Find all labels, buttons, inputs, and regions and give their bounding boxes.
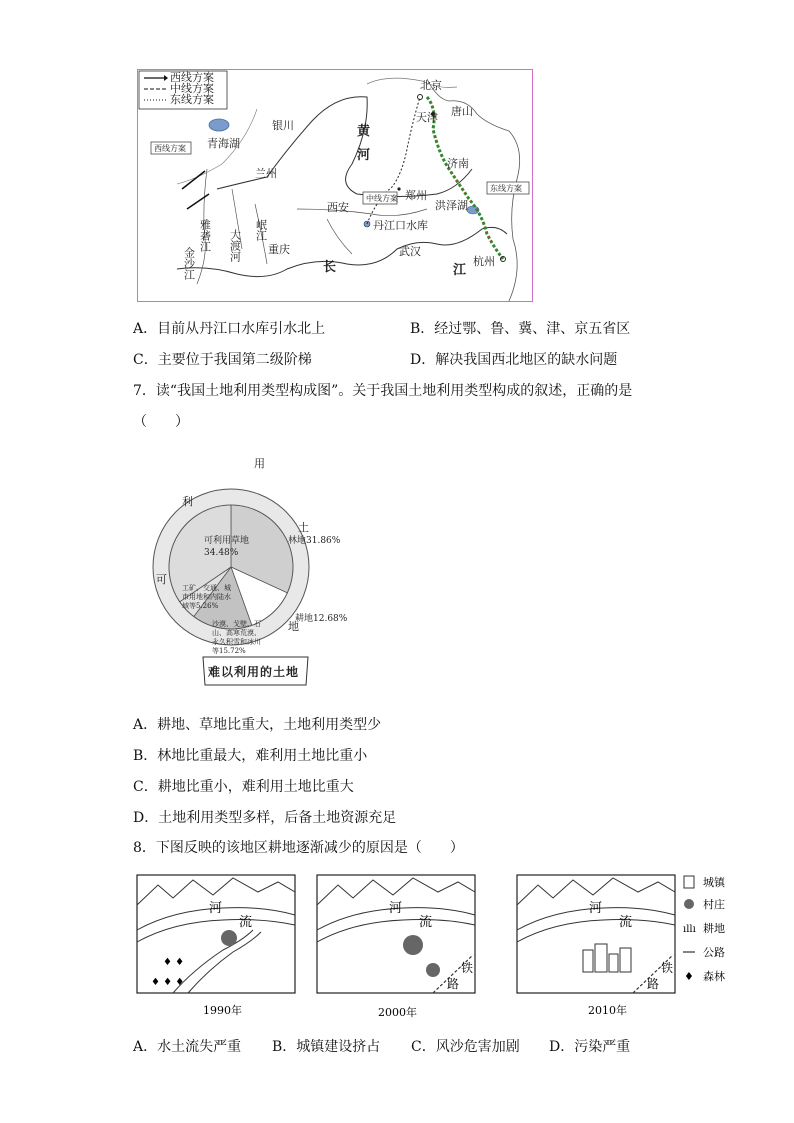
desert-label-2: 山、高寒荒漠、 (212, 629, 261, 637)
svg-text:村庄: 村庄 (703, 898, 725, 911)
label-yalong: 雅砻江 (198, 219, 212, 252)
q8-option-d[interactable]: D．污染严重 (549, 1039, 631, 1055)
label-danjiangkou: 丹江口水库 (373, 219, 428, 232)
q7-option-a[interactable]: A．耕地、草地比重大，土地利用类型少 (133, 717, 382, 733)
label-tangshan: 唐山 (451, 105, 473, 118)
label-dadu: 大渡河 (228, 229, 242, 262)
west-route-box (151, 142, 191, 154)
legend-east: 东线方案 (170, 93, 214, 106)
forest-icon: ♦ (684, 970, 694, 983)
svg-text:流: 流 (239, 915, 253, 930)
svg-text:流: 流 (419, 915, 433, 930)
label-xian: 西安 (327, 201, 349, 214)
farmland-icon: ıllı (683, 924, 696, 935)
label-min: 岷江 (254, 219, 268, 241)
ring-char-tu: 土 (298, 521, 309, 534)
label-he: 河 (357, 148, 371, 163)
arable-label: 耕地12.68% (295, 614, 348, 624)
svg-text:♦ ♦ ♦: ♦ ♦ ♦ (151, 977, 185, 988)
q7-option-b[interactable]: B．林地比重最大，难利用土地比重小 (133, 748, 368, 764)
svg-text:森林: 森林 (703, 970, 725, 983)
q7-option-d[interactable]: D．土地利用类型多样，后备土地资源充足 (133, 810, 397, 826)
ring-char-di: 地 (288, 620, 299, 633)
label-chang: 长 (323, 260, 337, 275)
q7-answer-paren: （ ） (133, 414, 189, 430)
east-route-box (487, 182, 529, 194)
label-yinchuan: 银川 (272, 119, 294, 132)
land-change-panels (133, 870, 733, 1020)
q8-legend (683, 875, 726, 983)
panel-2010 (517, 875, 675, 993)
q6-option-d[interactable]: D．解决我国西北地区的缺水问题 (410, 352, 618, 368)
label-jinsha: 金沙江 (182, 247, 196, 280)
urban-label-2: 市用地和内陆水 (182, 593, 231, 601)
desert-label-4: 等15.72% (212, 647, 246, 655)
urban-label-1: 工矿、交通、城 (182, 584, 231, 592)
q8-option-b[interactable]: B．城镇建设挤占 (272, 1039, 381, 1055)
svg-text:铁: 铁 (661, 961, 674, 975)
grass-label-2: 34.48% (204, 548, 239, 558)
year-1990: 1990年 (203, 1004, 242, 1017)
svg-text:路: 路 (647, 977, 660, 991)
svg-text:路: 路 (447, 977, 460, 991)
label-hongze: 洪泽湖 (435, 199, 468, 212)
svg-text:西线方案: 西线方案 (154, 144, 186, 153)
q6-option-a[interactable]: A．目前从丹江口水库引水北上 (133, 321, 326, 337)
label-huang: 黄 (357, 124, 371, 139)
year-2010: 2010年 (588, 1004, 627, 1017)
forest-label: 林地31.86% (288, 536, 341, 546)
desert-label-1: 沙漠、戈壁、石 (212, 620, 261, 628)
label-zhengzhou: 郑州 (405, 189, 427, 202)
label-jinan: 济南 (447, 157, 469, 170)
q8-option-a[interactable]: A．水土流失严重 (133, 1039, 242, 1055)
panel-1990 (137, 875, 295, 993)
urban-label-3: 域等5.26% (182, 602, 219, 610)
label-jiang: 江 (453, 263, 467, 278)
ring-bottom-label: 难以利用的土地 (208, 665, 300, 679)
q7-stem: 7．读“我国土地利用类型构成图”。关于我国土地利用类型构成的叙述，正确的是 (133, 383, 633, 399)
q8-option-c[interactable]: C．风沙危害加剧 (411, 1039, 520, 1055)
label-beijing: 北京 (420, 79, 442, 92)
map-legend (139, 70, 227, 109)
svg-text:铁: 铁 (461, 961, 474, 975)
label-wuhan: 武汉 (399, 245, 421, 258)
middle-route-box (363, 192, 398, 204)
ring-char-yong: 用 (254, 457, 265, 470)
q6-option-b[interactable]: B．经过鄂、鲁、冀、津、京五省区 (410, 321, 631, 337)
svg-text:流: 流 (619, 915, 633, 930)
q7-option-c[interactable]: C．耕地比重小，难利用土地比重大 (133, 779, 354, 795)
land-use-pie-chart (148, 445, 348, 690)
desert-label-3: 永久积雪和冰川 (212, 638, 261, 646)
svg-text:♦ ♦: ♦ ♦ (163, 957, 185, 968)
village-icon (684, 899, 694, 909)
town-icon (684, 876, 694, 888)
svg-text:中线方案: 中线方案 (366, 194, 398, 203)
svg-text:城镇: 城镇 (703, 876, 725, 889)
label-lanzhou: 兰州 (255, 167, 277, 180)
svg-text:耕地: 耕地 (703, 922, 725, 935)
panel-2000 (317, 875, 475, 993)
label-qinghai: 青海湖 (207, 137, 240, 150)
q6-option-c[interactable]: C．主要位于我国第二级阶梯 (133, 352, 312, 368)
ring-char-li: 利 (182, 495, 193, 508)
year-2000: 2000年 (378, 1006, 417, 1019)
pie-slices (169, 505, 293, 629)
legend-west: 西线方案 (170, 71, 214, 84)
grass-label-1: 可利用草地 (204, 536, 250, 546)
legend-middle: 中线方案 (170, 82, 214, 95)
svg-text:河: 河 (209, 901, 223, 916)
svg-text:河: 河 (389, 901, 403, 916)
ring-char-ke: 可 (156, 573, 167, 586)
svg-text:河: 河 (589, 901, 603, 916)
label-tianjin: 天津 (416, 111, 438, 124)
svg-text:公路: 公路 (703, 946, 725, 959)
q8-stem: 8．下图反映的该地区耕地逐渐减少的原因是（ ） (133, 840, 464, 856)
label-hangzhou: 杭州 (473, 255, 495, 268)
svg-text:东线方案: 东线方案 (490, 184, 522, 193)
label-chongqing: 重庆 (268, 243, 290, 256)
south-north-water-map (137, 69, 533, 302)
